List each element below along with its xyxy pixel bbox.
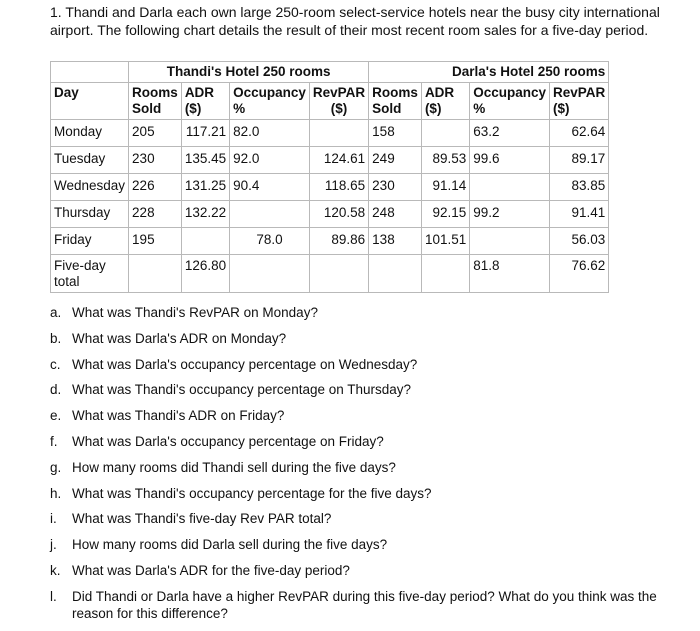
cell-darla-rooms: 138 (369, 228, 422, 255)
question-text: What was Thandi's five-day Rev PAR total? (72, 511, 332, 527)
header-rooms-line2: Sold (132, 101, 162, 116)
question-letter: d. (50, 382, 62, 398)
cell-darla-occ: 99.2 (470, 201, 550, 228)
header-revpar-line2: ($) (553, 101, 570, 116)
table-row (51, 120, 609, 147)
cell-darla-occ-total: 81.8 (470, 255, 550, 293)
cell-darla-rooms: 249 (369, 147, 422, 174)
cell-darla-occ: 63.2 (470, 120, 550, 147)
list-item (50, 485, 670, 502)
group-header-blank (51, 62, 129, 83)
cell-darla-adr: 89.53 (421, 147, 469, 174)
list-item (50, 304, 670, 321)
cell-darla-occ (470, 228, 550, 255)
list-item (50, 356, 670, 373)
question-text: What was Thandi's occupancy percentage for the five days? (72, 485, 432, 501)
cell-thandi-occ (230, 201, 310, 228)
header-thandi-revpar (309, 83, 368, 120)
list-item (50, 536, 670, 553)
cell-darla-adr: 91.14 (421, 174, 469, 201)
header-adr-line2: ($) (184, 101, 202, 116)
cell-thandi-adr: 135.45 (181, 147, 229, 174)
cell-thandi-adr: 132.22 (181, 201, 229, 228)
cell-thandi-occ-total (230, 255, 310, 293)
header-thandi-adr (181, 83, 229, 120)
cell-thandi-adr: 131.25 (181, 174, 229, 201)
cell-darla-revpar-total: 76.62 (550, 255, 609, 293)
header-adr-line2: ($) (424, 101, 442, 116)
list-item (50, 510, 670, 527)
question-text: What was Darla's ADR on Monday? (72, 330, 287, 346)
cell-darla-rooms-total (369, 255, 422, 293)
cell-thandi-revpar-total (309, 255, 368, 293)
question-letter: e. (50, 408, 62, 424)
cell-darla-rooms: 158 (369, 120, 422, 147)
cell-darla-revpar: 83.85 (550, 174, 609, 201)
cell-thandi-rooms: 228 (129, 201, 182, 228)
question-letter: f. (50, 433, 58, 449)
cell-darla-revpar: 62.64 (550, 120, 609, 147)
cell-thandi-revpar: 89.86 (309, 228, 368, 255)
header-day-label: Day (54, 85, 79, 100)
total-label-line2: total (54, 274, 80, 289)
table-group-header-row (51, 62, 609, 83)
table-row (51, 174, 609, 201)
total-label-line1: Five-day (54, 258, 106, 273)
cell-day: Wednesday (51, 174, 129, 201)
cell-darla-revpar: 56.03 (550, 228, 609, 255)
header-darla-occupancy (470, 83, 550, 120)
problem-intro: 1. Thandi and Darla each own large 250-room select-service hotels near the busy city international airport. The following chart details the result of their most recent room sales for a five-day period. (50, 4, 660, 38)
list-item (50, 562, 670, 579)
table-row (51, 147, 609, 174)
cell-darla-adr (421, 120, 469, 147)
question-letter: k. (50, 562, 61, 578)
question-text: What was Thandi's ADR on Friday? (72, 408, 285, 424)
cell-darla-occ: 99.6 (470, 147, 550, 174)
cell-thandi-occ: 82.0 (230, 120, 310, 147)
question-text: What was Darla's occupancy percentage on Friday? (72, 433, 384, 449)
question-list (50, 304, 670, 631)
cell-darla-revpar: 89.17 (550, 147, 609, 174)
header-revpar-line2: ($) (330, 101, 348, 116)
cell-thandi-rooms: 205 (129, 120, 182, 147)
cell-day: Friday (51, 228, 129, 255)
cell-day-total (51, 255, 129, 293)
cell-darla-adr: 101.51 (421, 228, 469, 255)
question-text: How many rooms did Thandi sell during the five days? (72, 459, 396, 475)
cell-thandi-rooms-total (129, 255, 182, 293)
list-item (50, 330, 670, 347)
list-item (50, 433, 670, 450)
cell-darla-revpar: 91.41 (550, 201, 609, 228)
cell-thandi-occ: 78.0 (230, 228, 310, 255)
cell-darla-rooms: 248 (369, 201, 422, 228)
question-text: What was Thandi's RevPAR on Monday? (72, 305, 318, 320)
cell-thandi-revpar: 124.61 (309, 147, 368, 174)
header-occ-line1: Occupancy (473, 85, 547, 100)
question-text: What was Darla's occupancy percentage on Wednesday? (72, 356, 418, 372)
cell-thandi-rooms: 195 (129, 228, 182, 255)
cell-thandi-revpar: 118.65 (309, 174, 368, 201)
cell-thandi-rooms: 230 (129, 147, 182, 174)
question-text: What was Thandi's occupancy percentage on Thursday? (72, 382, 412, 398)
group-header-darla: Darla's Hotel 250 rooms (369, 62, 609, 83)
cell-thandi-revpar (309, 120, 368, 147)
question-letter: g. (50, 459, 62, 475)
cell-thandi-adr-total: 126.80 (181, 255, 229, 293)
header-thandi-rooms-sold (129, 83, 182, 120)
question-letter: c. (50, 356, 61, 372)
header-revpar-line1: RevPAR (312, 85, 366, 100)
question-letter: h. (50, 485, 62, 501)
cell-thandi-adr: 117.21 (181, 120, 229, 147)
question-letter: l. (50, 588, 57, 604)
list-item (50, 407, 670, 424)
question-letter: i. (50, 511, 57, 527)
question-letter: b. (50, 330, 62, 346)
table-total-row (51, 255, 609, 293)
header-rooms-line1: Rooms (132, 85, 178, 100)
header-rooms-line1: Rooms (372, 85, 418, 100)
question-text: Did Thandi or Darla have a higher RevPAR during this five-day period? What do you think was the reason for this difference? (72, 588, 657, 621)
header-thandi-occupancy (230, 83, 310, 120)
header-revpar-line1: RevPAR (553, 85, 606, 100)
header-occ-line1: Occupancy (233, 85, 306, 100)
list-item (50, 459, 670, 476)
table-row (51, 201, 609, 228)
question-letter: a. (50, 305, 62, 320)
cell-darla-occ (470, 174, 550, 201)
cell-thandi-occ: 92.0 (230, 147, 310, 174)
cell-day: Tuesday (51, 147, 129, 174)
cell-darla-adr: 92.15 (421, 201, 469, 228)
cell-thandi-adr (181, 228, 229, 255)
cell-thandi-rooms: 226 (129, 174, 182, 201)
header-rooms-line2: Sold (372, 101, 402, 116)
header-darla-adr (421, 83, 469, 120)
group-header-thandi: Thandi's Hotel 250 rooms (129, 62, 369, 83)
cell-day: Thursday (51, 201, 129, 228)
list-item (50, 588, 670, 622)
cell-thandi-occ: 90.4 (230, 174, 310, 201)
question-text: How many rooms did Darla sell during the five days? (72, 537, 388, 553)
table-row (51, 228, 609, 255)
header-occ-line2: % (233, 101, 246, 116)
table-column-header-row (51, 83, 609, 120)
header-occ-line2: % (473, 101, 486, 116)
question-letter: j. (50, 537, 57, 553)
cell-thandi-revpar: 120.58 (309, 201, 368, 228)
header-darla-rooms-sold (369, 83, 422, 120)
cell-day: Monday (51, 120, 129, 147)
cell-darla-rooms: 230 (369, 174, 422, 201)
list-item (50, 381, 670, 398)
cell-darla-adr-total (421, 255, 469, 293)
header-darla-revpar (550, 83, 609, 120)
header-adr-line1: ADR (184, 85, 215, 100)
header-day (51, 83, 129, 120)
question-text: What was Darla's ADR for the five-day period? (72, 562, 350, 578)
hotel-sales-table (50, 61, 609, 293)
header-adr-line1: ADR (424, 85, 455, 100)
